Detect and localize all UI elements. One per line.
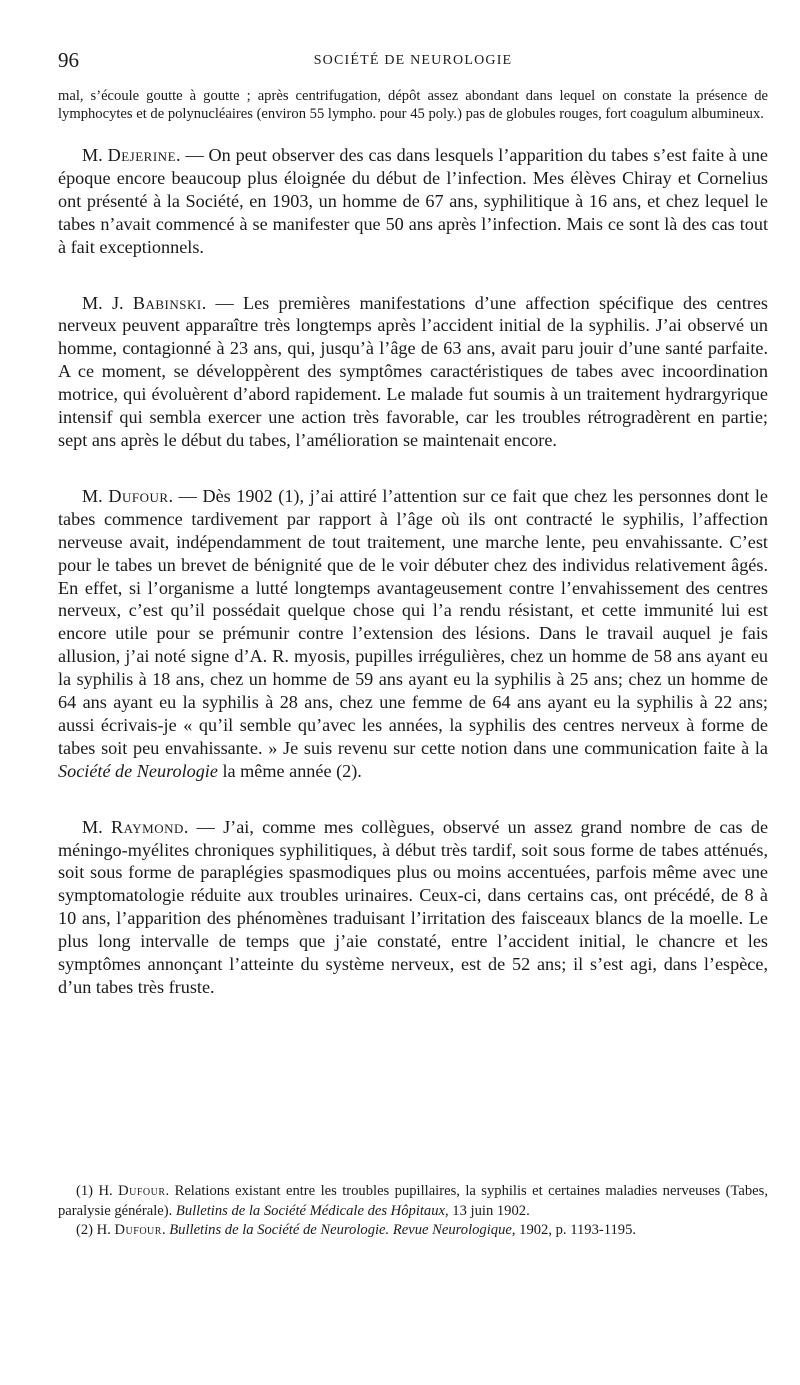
footnote-author: Dufour	[114, 1222, 162, 1238]
footnote-text-end: , 1902, p. 1193-1195.	[511, 1222, 637, 1238]
paragraph-text: J’ai, comme mes collègues, observé un assez grand nombre de cas de méningo-myélites chroniques syphilitiques, à début très tardif, soit sous forme de tabes atténués, soit sous forme de paraplégies spasmodiques plus ou moins accentuées, parfois même avec une symptomatologie réduite aux troubles urinaires. Ceux-ci, dans certains cas, ont précédé, de 8 à 10 ans, l’apparition des phénomènes traduisant l’irritation des faisceaux blancs de la moelle. Le plus long intervalle de temps que j’aie constaté, entre l’accident initial, le chancre et les symptômes annonçant l’atteinte du système nerveux, est de 52 ans; il s’est agi, dans l’espèce, d’un tabes très fruste.	[58, 816, 769, 997]
footnotes	[58, 1182, 768, 1241]
speaker-prefix: M.	[82, 145, 108, 165]
paragraph-text: Dès 1902 (1), j’ai attiré l’attention sur ce fait que chez les personnes dont le tabes commence tardivement par rapport à l’âge où ils ont contracté le syphilis, l’affection nerveuse avait, indépendamment de tout traitement, une marche lente, peu envahissante. C’est pour le tabes un brevet de bénignité que de le voir débuter chez des individus relativement âgés. En effet, si l’organisme a lutté longtemps avantageusement contre l’envahissement des centres nerveux, c’est qu’il possédait quelque chose qui l’a rendu résistant, et cette immunité lui est encore utile pour se prémunir contre l’extension des lésions. Dans le travail auquel je fais allusion, j’ai noté signe d’A. R. myosis, pupilles irrégulières, chez un homme de 58 ans ayant eu la syphilis à 18 ans, chez un homme de 59 ans ayant eu la syphilis à 25 ans; chez un homme de 64 ans ayant eu la syphilis à 28 ans, chez une femme de 64 ans ayant eu la syphilis à 22 ans; aussi écrivais-je « qu’il semble qu’avec les années, la syphilis des centres nerveux à forme de tabes soit peu envahissante. » Je suis revenu sur cette notion dans une communication faite à la	[58, 485, 769, 758]
speaker-suffix: . —	[176, 145, 209, 165]
footnote-text: . Relations existant entre les troubles pupillaires, la syphilis et certaines maladies nerveuses (Tabes, paralysie générale).	[58, 1183, 768, 1219]
paragraph-text-end: la même année (2).	[217, 760, 362, 781]
paragraph-dufour	[58, 485, 768, 783]
main-text	[58, 88, 768, 999]
speaker-name: Dufour	[108, 485, 169, 506]
footnote-text-end: , 13 juin 1902.	[445, 1202, 530, 1219]
speaker-name: Babinski	[132, 292, 202, 313]
speaker-prefix: M.	[82, 485, 109, 506]
speaker-prefix: M.	[82, 816, 111, 837]
page-number: 96	[58, 48, 79, 72]
paragraph-dejerine	[58, 144, 768, 259]
footnote-2	[58, 1221, 768, 1241]
speaker-name: Raymond	[110, 816, 184, 837]
journal-reference: Société de Neurologie	[58, 760, 218, 781]
footnote-marker: (2)	[76, 1222, 97, 1238]
footnote-journal: Bulletins de la Société Médicale des Hôpitaux	[175, 1202, 445, 1219]
footnote-author: Dufour	[118, 1183, 166, 1199]
running-title: SOCIÉTÉ DE NEUROLOGIE	[313, 53, 513, 68]
paragraph-babinski	[58, 292, 768, 452]
footnote-marker: (1)	[76, 1183, 99, 1199]
speaker-name: Dejerine	[107, 145, 177, 165]
footnote-1	[58, 1182, 768, 1221]
footnote-journal: Bulletins de la Société de Neurologie. Revue Neurologique	[169, 1222, 512, 1238]
speaker-suffix: . —	[201, 292, 243, 313]
paragraph-raymond	[58, 816, 768, 999]
speaker-prefix: M. J.	[82, 292, 133, 313]
speaker-suffix: . —	[183, 816, 224, 837]
paragraph-continuation	[58, 88, 768, 123]
paragraph-text: On peut observer des cas dans lesquels l’apparition du tabes s’est faite à une époque encore beaucoup plus éloignée du début de l’infection. Mes élèves Chiray et Cornelius ont présenté à la Société, en 1903, un homme de 67 ans, syphilitique à 16 ans, et chez lequel le tabes n’avait commencé à se manifester que 50 ans après l’infection. Mais ce sont là des cas tout à fait exceptionnels.	[58, 145, 768, 257]
footnote-author-initial: H.	[98, 1183, 119, 1199]
paragraph-text: mal, s’écoule goutte à goutte ; après centrifugation, dépôt assez abondant dans lequel on constate la présence de lymphocytes et de polynucléaires (environ 55 lympho. pour 45 poly.) pas de globules rouges, fort coagulum albumineux.	[58, 88, 768, 122]
speaker-suffix: . —	[168, 485, 203, 506]
footnote-author-initial: H.	[96, 1222, 115, 1238]
paragraph-text: Les premières manifestations d’une affection spécifique des centres nerveux peuvent apparaître très longtemps après l’accident initial de la syphilis. J’ai observé un homme, contagionné à 23 ans, qui, jusqu’à l’âge de 63 ans, avait paru jouir d’une santé parfaite. A ce moment, se développèrent des symptômes caractéristiques de tabes avec incoordination motrice, qui évoluèrent d’abord rapidement. Le malade fut soumis à un traitement hydrargyrique intensif qui sembla exercer une action très favorable, car les troubles rétrogradèrent en partie; sept ans après le début du tabes, l’amélioration se maintenait encore.	[58, 292, 768, 450]
page-header	[58, 48, 768, 74]
footnote-text: .	[161, 1222, 170, 1238]
